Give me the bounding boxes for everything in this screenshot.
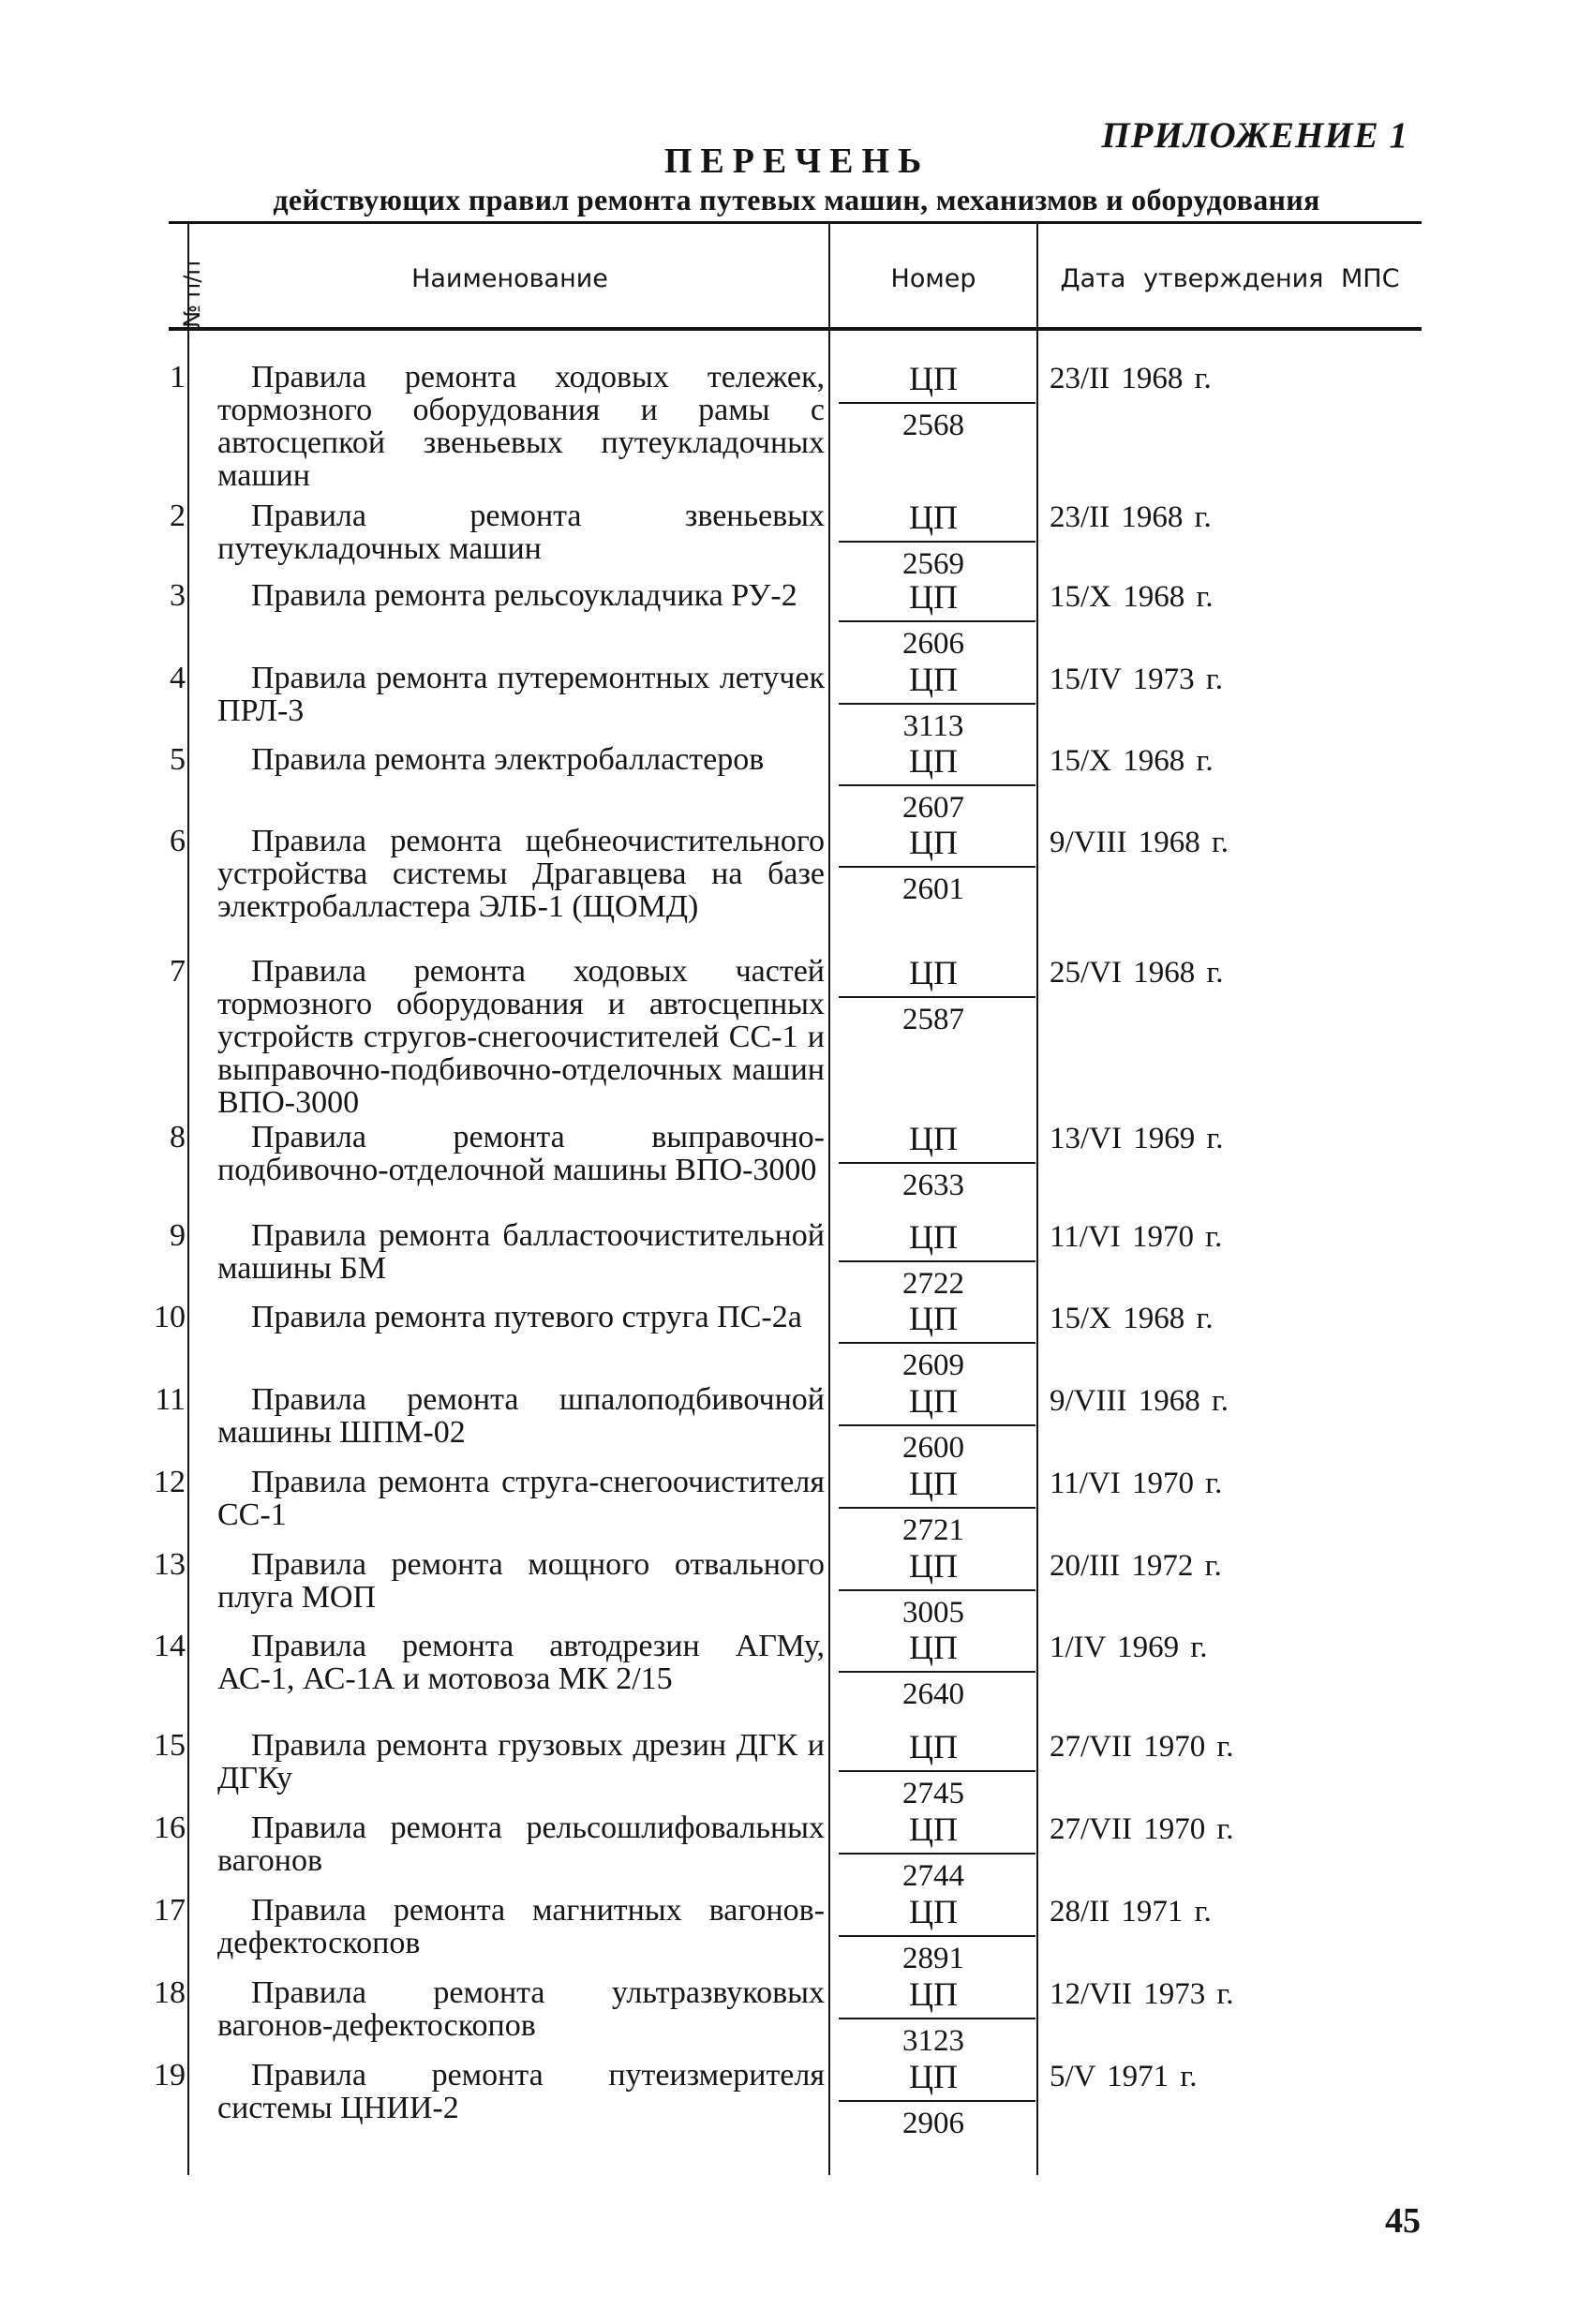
rule-name bbox=[217, 1466, 825, 1531]
approval-date: 15/X 1968 г. bbox=[1050, 744, 1214, 778]
table-header-rule bbox=[169, 327, 1422, 331]
code-underline bbox=[839, 402, 1035, 404]
rule-number: 2600 bbox=[902, 1431, 964, 1465]
rule-name bbox=[217, 1383, 825, 1449]
rule-code: ЦП bbox=[909, 1629, 958, 1666]
approval-date: 11/VI 1970 г. bbox=[1050, 1467, 1223, 1500]
rule-code: ЦП bbox=[909, 1728, 958, 1765]
rule-name-text: Правила ремонта грузовых дрезин ДГК и ДГКу bbox=[217, 1728, 825, 1795]
approval-date: 23/II 1968 г. bbox=[1050, 362, 1212, 395]
rule-code: ЦП bbox=[909, 1547, 958, 1585]
approval-date: 27/VII 1970 г. bbox=[1050, 1812, 1234, 1846]
code-underline bbox=[839, 1162, 1035, 1164]
rule-code: ЦП bbox=[909, 1893, 958, 1930]
rule-name bbox=[217, 2059, 825, 2124]
rule-name-text: Правила ремонта рельсошлифовальных вагонов bbox=[217, 1810, 825, 1878]
row-number: 8 bbox=[170, 1120, 186, 1155]
rule-name-text: Правила ремонта щебнеочистительного устройства системы Драгавцева на базе электробалластера ЭЛБ-1 (ЩОМД) bbox=[217, 824, 825, 924]
row-number: 17 bbox=[154, 1893, 186, 1928]
rule-name bbox=[217, 361, 825, 492]
rule-code: ЦП bbox=[909, 2058, 958, 2095]
rule-name bbox=[217, 1729, 825, 1795]
row-number: 16 bbox=[154, 1810, 186, 1845]
row-number: 5 bbox=[170, 742, 186, 777]
approval-date: 11/VI 1970 г. bbox=[1050, 1220, 1223, 1254]
row-number: 14 bbox=[154, 1629, 186, 1663]
rule-number: 2722 bbox=[902, 1267, 964, 1301]
code-underline bbox=[839, 1589, 1035, 1591]
column-divider-num bbox=[187, 221, 189, 2175]
table-top-rule bbox=[169, 221, 1422, 224]
row-number: 12 bbox=[154, 1465, 186, 1499]
approval-date: 23/II 1968 г. bbox=[1050, 500, 1212, 534]
code-underline bbox=[839, 1424, 1035, 1426]
rule-code: ЦП bbox=[909, 1465, 958, 1502]
rule-code: ЦП bbox=[909, 1300, 958, 1337]
rule-number: 2891 bbox=[902, 1942, 964, 1975]
approval-date: 15/IV 1973 г. bbox=[1050, 663, 1223, 696]
approval-date: 20/III 1972 г. bbox=[1050, 1549, 1222, 1583]
rule-number: 2607 bbox=[902, 791, 964, 825]
rule-code: ЦП bbox=[909, 578, 958, 616]
approval-date: 5/V 1971 г. bbox=[1050, 2060, 1198, 2093]
code-underline bbox=[839, 866, 1035, 868]
code-underline bbox=[839, 1770, 1035, 1772]
rule-code: ЦП bbox=[909, 1810, 958, 1848]
code-underline bbox=[839, 1507, 1035, 1509]
row-number: 7 bbox=[170, 954, 186, 989]
page-title: ПЕРЕЧЕНЬ bbox=[663, 142, 931, 181]
page-number: 45 bbox=[1385, 2201, 1421, 2241]
code-underline bbox=[839, 541, 1035, 543]
rule-name-text: Правила ремонта автодрезин АГМу, АС-1, АС-1А и мотовоза МК 2/15 bbox=[217, 1629, 825, 1696]
approval-date: 27/VII 1970 г. bbox=[1050, 1730, 1234, 1764]
code-underline bbox=[839, 1853, 1035, 1855]
code-underline bbox=[839, 996, 1035, 998]
rule-number: 2568 bbox=[902, 409, 964, 442]
rule-name bbox=[217, 1630, 825, 1695]
code-underline bbox=[839, 784, 1035, 786]
rule-name bbox=[217, 1976, 825, 2042]
rule-name-text: Правила ремонта ходовых частей тормозного оборудования и автосцепных устройств стругов-снегоочистителей СС-1 и выправочно-подбивочно-отделочных машин ВПО-3000 bbox=[217, 954, 825, 1120]
column-divider-number bbox=[1036, 221, 1038, 2175]
rule-number: 2744 bbox=[902, 1859, 964, 1893]
approval-date: 15/X 1968 г. bbox=[1050, 1302, 1214, 1335]
column-header-name: Наименование bbox=[411, 264, 608, 293]
rule-name-text: Правила ремонта рельсоукладчика РУ-2 bbox=[251, 578, 797, 613]
approval-date: 9/VIII 1968 г. bbox=[1050, 1384, 1229, 1418]
row-number: 10 bbox=[154, 1300, 186, 1334]
row-number: 19 bbox=[154, 2058, 186, 2093]
rule-number: 2587 bbox=[902, 1003, 964, 1036]
rule-code: ЦП bbox=[909, 824, 958, 861]
rule-number: 2601 bbox=[902, 872, 964, 906]
rule-code: ЦП bbox=[909, 360, 958, 397]
rule-number: 2906 bbox=[902, 2107, 964, 2140]
rule-name-text: Правила ремонта путеизмерителя системы ЦНИИ-2 bbox=[217, 2058, 825, 2125]
rule-name-text: Правила ремонта струга-снегоочистителя СС-1 bbox=[217, 1465, 825, 1532]
rule-number: 2640 bbox=[902, 1677, 964, 1711]
code-underline bbox=[839, 703, 1035, 705]
rule-name bbox=[217, 499, 825, 565]
row-number: 2 bbox=[170, 499, 186, 533]
code-underline bbox=[839, 1342, 1035, 1344]
rule-code: ЦП bbox=[909, 1975, 958, 2013]
rule-number: 3005 bbox=[902, 1596, 964, 1630]
row-number: 4 bbox=[170, 661, 186, 695]
row-number: 9 bbox=[170, 1218, 186, 1253]
approval-date: 15/X 1968 г. bbox=[1050, 580, 1214, 614]
rule-code: ЦП bbox=[909, 742, 958, 780]
code-underline bbox=[839, 1260, 1035, 1262]
rule-code: ЦП bbox=[909, 1218, 958, 1256]
row-number: 3 bbox=[170, 578, 186, 613]
rule-name bbox=[217, 955, 825, 1119]
rule-number: 2633 bbox=[902, 1169, 964, 1202]
column-header-num: № п/п bbox=[179, 260, 205, 329]
page-subtitle: действующих правил ремонта путевых машин, механизмов и оборудования bbox=[273, 183, 1320, 216]
rule-name-text: Правила ремонта путеремонтных летучек ПРЛ-3 bbox=[217, 661, 825, 728]
rule-code: ЦП bbox=[909, 499, 958, 536]
rule-name bbox=[217, 1219, 825, 1285]
rule-name bbox=[217, 825, 825, 923]
rule-name-text: Правила ремонта выправочно-подбивочно-отделочной машины ВПО-3000 bbox=[217, 1120, 825, 1187]
rule-number: 3123 bbox=[902, 2024, 964, 2058]
rule-name-text: Правила ремонта балластоочистительной машины БМ bbox=[217, 1218, 825, 1286]
rule-name-text: Правила ремонта электробалластеров bbox=[251, 742, 765, 777]
rule-code: ЦП bbox=[909, 954, 958, 991]
rule-code: ЦП bbox=[909, 1120, 958, 1157]
rule-code: ЦП bbox=[909, 1382, 958, 1420]
rule-name bbox=[217, 1121, 825, 1186]
code-underline bbox=[839, 1671, 1035, 1673]
column-header-date: Дата утверждения МПС bbox=[1060, 264, 1400, 293]
rule-name-text: Правила ремонта мощного отвального плуга МОП bbox=[217, 1547, 825, 1615]
approval-date: 13/VI 1969 г. bbox=[1050, 1122, 1224, 1155]
rule-name bbox=[217, 579, 825, 612]
rule-name-text: Правила ремонта ультразвуковых вагонов-дефектоскопов bbox=[217, 1975, 825, 2043]
approval-date: 1/IV 1969 г. bbox=[1050, 1631, 1208, 1664]
rule-name bbox=[217, 1548, 825, 1614]
row-number: 11 bbox=[155, 1382, 186, 1417]
row-number: 18 bbox=[154, 1975, 186, 2010]
rule-number: 2745 bbox=[902, 1777, 964, 1810]
rule-code: ЦП bbox=[909, 661, 958, 698]
rule-name-text: Правила ремонта звеньевых путеукладочных машин bbox=[217, 499, 825, 566]
approval-date: 25/VI 1968 г. bbox=[1050, 956, 1224, 990]
column-header-number: Номер bbox=[890, 264, 976, 293]
rule-name bbox=[217, 743, 825, 776]
rule-number: 2609 bbox=[902, 1348, 964, 1382]
rule-number: 3113 bbox=[902, 709, 964, 743]
approval-date: 12/VII 1973 г. bbox=[1050, 1977, 1234, 2011]
row-number: 13 bbox=[154, 1547, 186, 1582]
rule-name bbox=[217, 1301, 825, 1333]
rule-name-text: Правила ремонта путевого струга ПС-2а bbox=[251, 1300, 802, 1334]
code-underline bbox=[839, 2018, 1035, 2019]
approval-date: 9/VIII 1968 г. bbox=[1050, 826, 1229, 859]
rule-name bbox=[217, 662, 825, 727]
row-number: 6 bbox=[170, 824, 186, 858]
rule-name bbox=[217, 1894, 825, 1959]
rule-name bbox=[217, 1811, 825, 1877]
rule-number: 2606 bbox=[902, 627, 964, 661]
rule-name-text: Правила ремонта магнитных вагонов-дефектоскопов bbox=[217, 1893, 825, 1960]
code-underline bbox=[839, 1935, 1035, 1937]
approval-date: 28/II 1971 г. bbox=[1050, 1895, 1212, 1929]
appendix-label: ПРИЛОЖЕНИЕ 1 bbox=[1101, 115, 1408, 156]
code-underline bbox=[839, 620, 1035, 622]
rule-name-text: Правила ремонта ходовых тележек, тормозного оборудования и рамы с автосцепкой звеньевых путеукладочных машин bbox=[217, 360, 825, 493]
row-number: 1 bbox=[170, 360, 186, 395]
row-number: 15 bbox=[154, 1728, 186, 1763]
rule-number: 2721 bbox=[902, 1513, 964, 1547]
code-underline bbox=[839, 2100, 1035, 2102]
rule-name-text: Правила ремонта шпалоподбивочной машины ШПМ-02 bbox=[217, 1382, 825, 1450]
rule-number: 2569 bbox=[902, 547, 964, 581]
